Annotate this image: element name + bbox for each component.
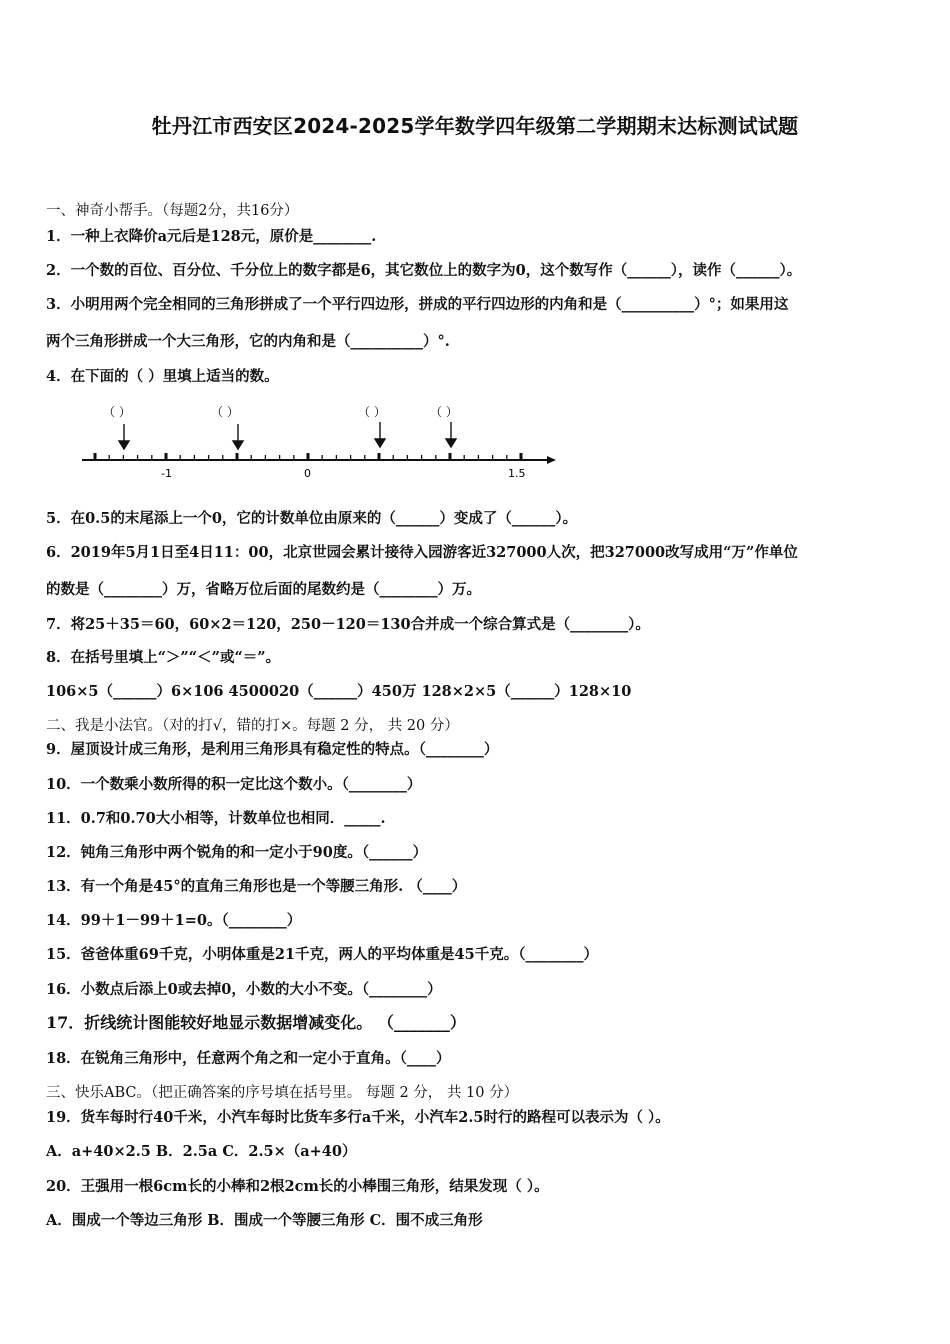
question-15: 15．爸爸体重69千克，小明体重是21千克，两人的平均体重是45千克。（________） [46,946,598,963]
question-18: 18．在锐角三角形中，任意两个角之和一定小于直角。（____） [46,1050,451,1067]
section-3-heading: 三、快乐ABC。（把正确答案的序号填在括号里。 每题 2 分， 共 10 分） [46,1085,519,1101]
question-9: 9．屋顶设计成三角形，是利用三角形具有稳定性的特点。（________） [46,741,499,758]
axis-arrowhead-icon [547,456,556,464]
question-3-line-1: 3．小明用两个完全相同的三角形拼成了一个平行四边形，拼成的平行四边形的内角和是（__________）°；如果用这 [46,296,789,313]
question-13: 13．有一个角是45°的直角三角形也是一个等腰三角形. （____） [46,878,467,895]
question-8: 8．在括号里填上“＞”“＜”或“＝”。 [46,649,281,666]
question-20-options: A．围成一个等边三角形 B．围成一个等腰三角形 C．围不成三角形 [46,1212,483,1229]
number-line-ticks [95,453,521,460]
question-6-line-2: 的数是（________）万，省略万位后面的尾数约是（________）万。 [46,581,481,598]
question-4: 4．在下面的（ ）里填上适当的数。 [46,368,279,385]
question-10: 10．一个数乘小数所得的积一定比这个数小。（________） [46,776,422,793]
down-arrow-icon [233,424,243,449]
question-19: 19．货车每时行40千米，小汽车每时比货车多行a千米，小汽车2.5时行的路程可以表示为（ ）。 [46,1109,670,1126]
number-line-label: 0 [304,467,311,480]
page-title: 牡丹江市西安区2024-2025学年数学四年级第二学期期末达标测试试题 [151,114,799,138]
number-line-blank: （ ） [103,405,131,419]
down-arrow-icon [375,422,385,447]
number-line-blank: （ ） [211,405,239,419]
number-line-blank: （ ） [358,405,386,419]
question-16: 16．小数点后添上0或去掉0，小数的大小不变。（________） [46,981,442,998]
question-2: 2．一个数的百位、百分位、千分位上的数字都是6，其它数位上的数字为0，这个数写作（______），读作（______）。 [46,262,802,279]
question-14: 14．99＋1－99＋1=0。（________） [46,912,302,929]
question-1: 1．一种上衣降价a元后是128元，原价是________. [46,228,377,245]
down-arrow-icon [119,424,129,449]
question-11: 11．0.7和0.70大小相等，计数单位也相同．_____. [46,810,386,827]
section-2-heading: 二、我是小法官。（对的打√，错的打×。每题 2 分， 共 20 分） [46,718,459,734]
question-6-line-1: 6．2019年5月1日至4日11：00，北京世园会累计接待入园游客近327000人次，把327000改写成用“万”作单位 [46,544,798,561]
question-19-options: A．a+40×2.5 B．2.5a C．2.5×（a+40） [46,1143,357,1160]
question-12: 12．钝角三角形中两个锐角的和一定小于90度。（______） [46,844,428,861]
question-7: 7．将25＋35＝60，60×2＝120，250－120＝130合并成一个综合算式是（________）。 [46,616,650,633]
question-17: 17．折线统计图能较好地显示数据增减变化。 （_______） [46,1013,466,1032]
question-3-line-2: 两个三角形拼成一个大三角形，它的内角和是（__________）°. [46,333,450,350]
question-5: 5．在0.5的末尾添上一个0，它的计数单位由原来的（______）变成了（______）。 [46,510,578,527]
question-20: 20．王强用一根6cm长的小棒和2根2cm长的小棒围三角形，结果发现（ ）。 [46,1178,549,1195]
down-arrow-icon [446,422,456,447]
number-line-label: -1 [161,467,172,480]
number-line-label: 1.5 [508,467,526,480]
number-line-figure [75,398,565,484]
question-8-items: 106×5（______）6×106 4500020（______）450万 128×2×5（______）128×10 [46,683,632,700]
number-line-blank: （ ） [430,405,458,419]
section-1-heading: 一、神奇小帮手。（每题2分，共16分） [46,203,299,219]
